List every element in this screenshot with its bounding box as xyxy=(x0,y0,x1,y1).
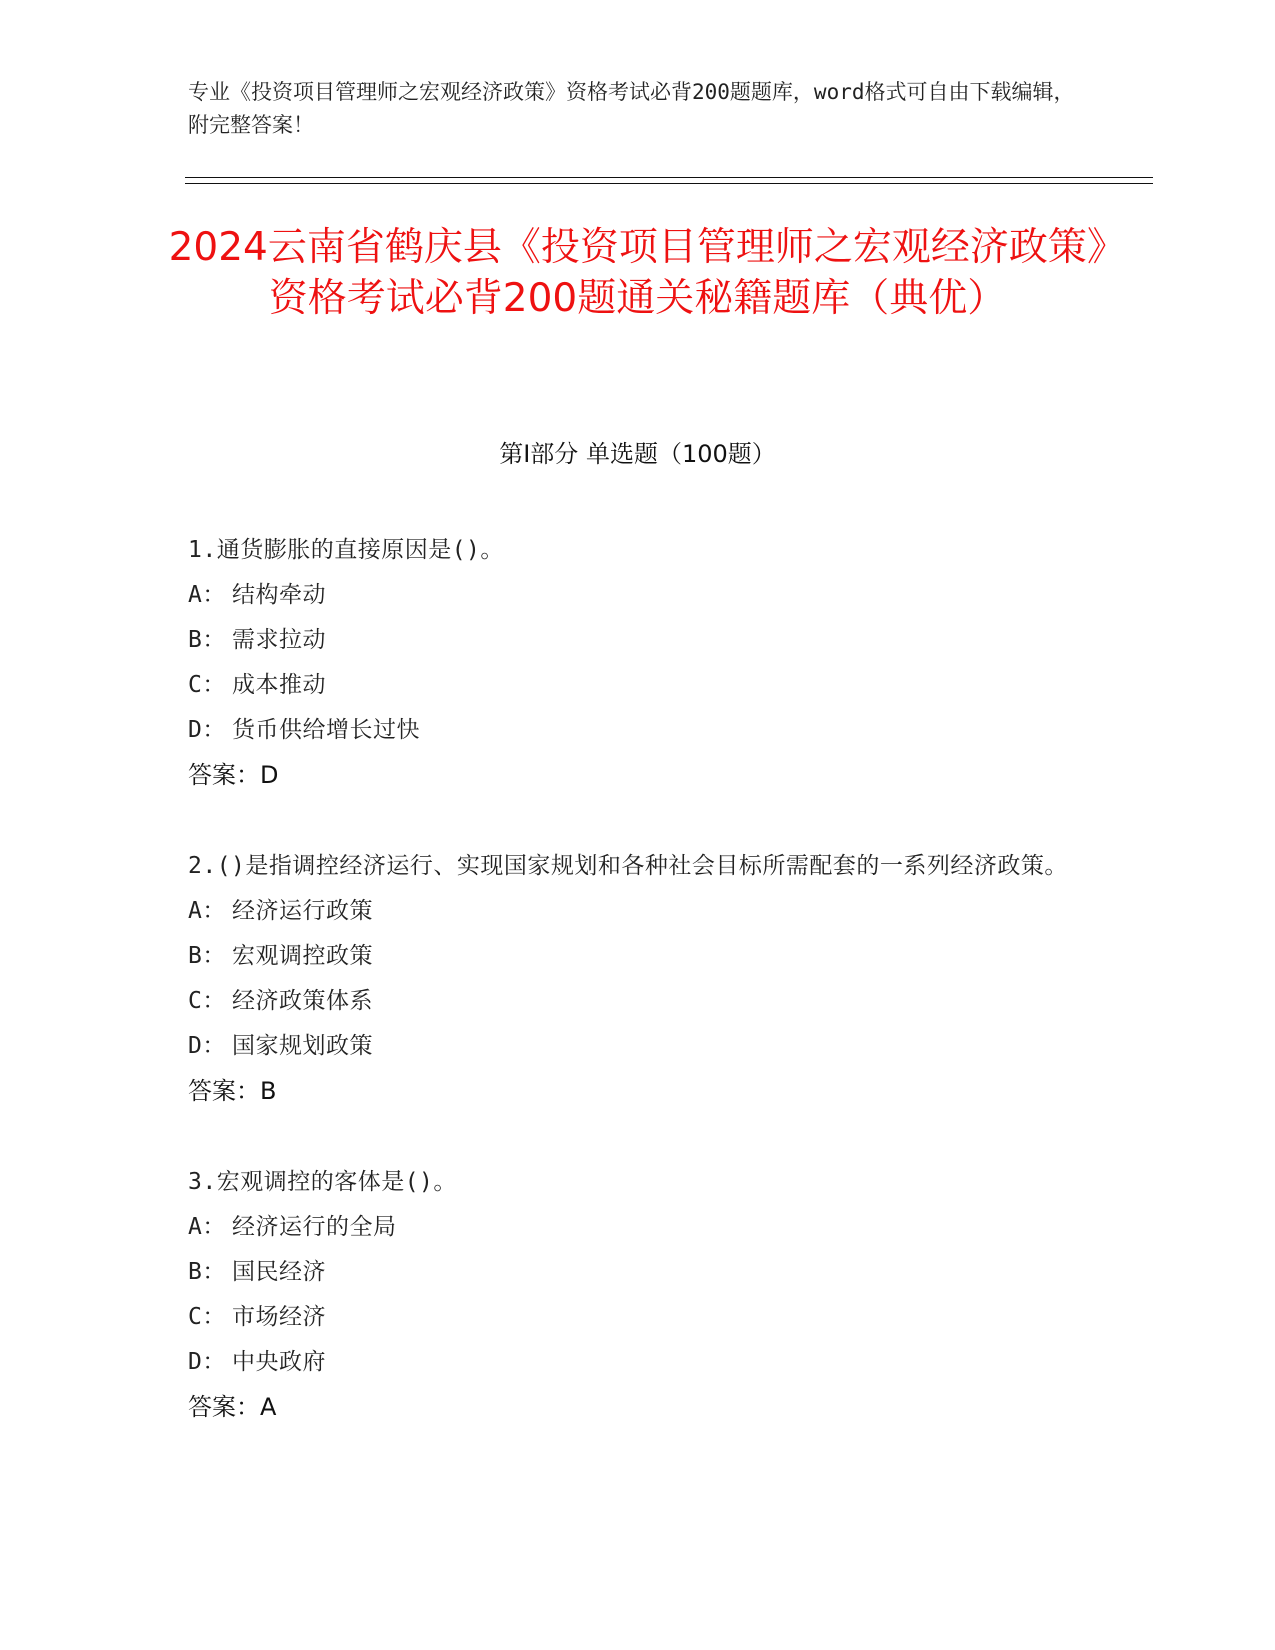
option-letter: C： xyxy=(188,988,226,1014)
option-letter: A： xyxy=(188,582,226,608)
question-stem: 1.通货膨胀的直接原因是()。 xyxy=(188,537,504,563)
option-text: 中央政府 xyxy=(232,1349,326,1375)
section-heading: 第Ⅰ部分 单选题（100题） xyxy=(499,440,776,468)
option-b xyxy=(188,618,1068,663)
option-text: 国家规划政策 xyxy=(232,1033,373,1059)
option-text: 需求拉动 xyxy=(232,627,326,653)
option-a xyxy=(188,1205,1068,1250)
option-letter: C： xyxy=(188,672,226,698)
header-divider-bottom xyxy=(185,183,1153,184)
option-d xyxy=(188,1024,1068,1069)
answer: 答案：D xyxy=(188,761,279,789)
option-a xyxy=(188,889,1068,934)
question-stem: 3.宏观调控的客体是()。 xyxy=(188,1169,457,1195)
option-text: 国民经济 xyxy=(232,1259,326,1285)
option-text: 货币供给增长过快 xyxy=(232,717,420,743)
option-text: 经济运行的全局 xyxy=(232,1214,397,1240)
header-divider-top xyxy=(185,177,1153,178)
question-list xyxy=(188,528,1068,1476)
option-text: 经济运行政策 xyxy=(232,898,373,924)
question-stem: 2.()是指调控经济运行、实现国家规划和各种社会目标所需配套的一系列经济政策。 xyxy=(188,853,1068,879)
option-c xyxy=(188,663,1068,708)
option-letter: A： xyxy=(188,1214,226,1240)
option-letter: D： xyxy=(188,717,226,743)
option-letter: A： xyxy=(188,898,226,924)
option-letter: B： xyxy=(188,627,226,653)
document-title: 2024云南省鹤庆县《投资项目管理师之宏观经济政策》资格考试必背200题通关秘籍题库（典优） xyxy=(168,225,1107,321)
option-text: 成本推动 xyxy=(232,672,326,698)
option-text: 市场经济 xyxy=(232,1304,326,1330)
question-1 xyxy=(188,528,1068,798)
option-c xyxy=(188,979,1068,1024)
question-2 xyxy=(188,844,1068,1114)
option-text: 经济政策体系 xyxy=(232,988,373,1014)
option-letter: C： xyxy=(188,1304,226,1330)
answer: 答案：A xyxy=(188,1393,277,1421)
option-letter: B： xyxy=(188,1259,226,1285)
option-text: 宏观调控政策 xyxy=(232,943,373,969)
answer: 答案：B xyxy=(188,1077,277,1105)
option-b xyxy=(188,934,1068,979)
option-letter: D： xyxy=(188,1033,226,1059)
option-c xyxy=(188,1295,1068,1340)
option-d xyxy=(188,708,1068,753)
question-3 xyxy=(188,1160,1068,1430)
option-b xyxy=(188,1250,1068,1295)
option-text: 结构牵动 xyxy=(232,582,326,608)
option-d xyxy=(188,1340,1068,1385)
header-note: 专业《投资项目管理师之宏观经济政策》资格考试必背200题题库，word格式可自由下载编辑，附完整答案！ xyxy=(188,80,1075,137)
option-a xyxy=(188,573,1068,618)
option-letter: D： xyxy=(188,1349,226,1375)
option-letter: B： xyxy=(188,943,226,969)
